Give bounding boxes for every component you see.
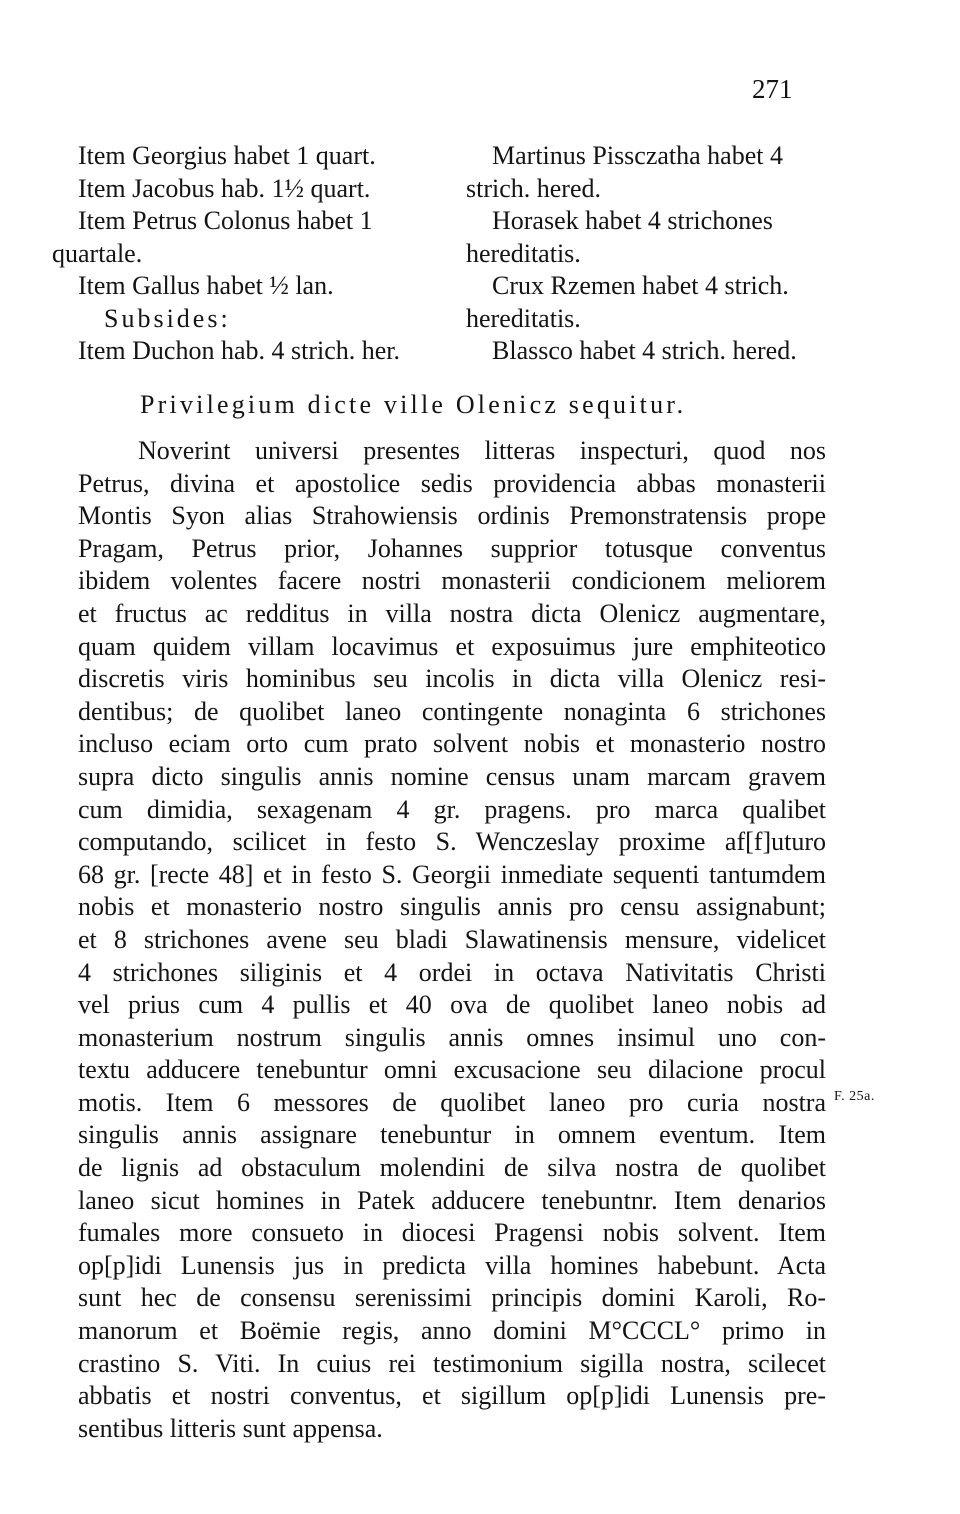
left-column-line: Item Petrus Colonus habet 1 [78, 206, 373, 235]
body-line: abbatis et nostri conventus, et sigillum op[p]idi Lunensis pre- [78, 1381, 826, 1411]
left-column-line: Item Georgius habet 1 quart. [78, 141, 376, 170]
body-line: Pragam, Petrus prior, Johannes supprior totusque conventus [78, 533, 826, 563]
right-column-line: Martinus Pissczatha habet 4 [492, 141, 783, 170]
left-column-subheading: Subsides: [104, 303, 231, 333]
body-line: sunt hec de consensu serenissimi principis domini Karoli, Ro- [78, 1283, 826, 1313]
body-line: singulis annis assignare tenebuntur in omnem eventum. Item [78, 1120, 826, 1150]
body-line: discretis viris hominibus seu incolis in dicta villa Olenicz resi- [78, 664, 826, 694]
left-column-line: Item Jacobus hab. 1½ quart. [78, 173, 371, 203]
body-line: 4 strichones siliginis et 4 ordei in octava Nativitatis Christi [78, 957, 826, 987]
right-column-line: strich. hered. [466, 173, 602, 203]
right-column-line: hereditatis. [466, 238, 581, 268]
body-line: sentibus litteris sunt appensa. [78, 1413, 383, 1443]
body-line: Montis Syon alias Strahowiensis ordinis Premonstratensis prope [78, 501, 826, 531]
body-line: supra dicto singulis annis nomine census unam marcam gravem [78, 761, 826, 791]
body-line: manorum et Boëmie regis, anno domini M°CCCL° primo in [78, 1316, 826, 1346]
right-column [466, 140, 832, 368]
body-line: de lignis ad obstaculum molendini de silva nostra de quolibet [78, 1153, 826, 1183]
left-column-line: Item Duchon hab. 4 strich. her. [78, 336, 401, 365]
section-heading: Privilegium dicte ville Olenicz sequitur. [140, 390, 687, 419]
body-line: incluso eciam orto cum prato solvent nobis et monasterio nostro [78, 729, 826, 759]
body-line: nobis et monasterio nostro singulis annis pro censu assignabunt; [78, 892, 826, 922]
body-line: dentibus; de quolibet laneo contingente nonaginta 6 strichones [78, 696, 826, 726]
body-line: fumales more consueto in diocesi Pragensi nobis solvent. Item [78, 1218, 826, 1248]
body-line: vel prius cum 4 pullis et 40 ova de quolibet laneo nobis ad [78, 990, 826, 1020]
body-line: op[p]idi Lunensis jus in predicta villa homines habebunt. Acta [78, 1250, 826, 1280]
folio-margin-note: F. 25a. [834, 1089, 875, 1104]
body-line: 68 gr. [recte 48] et in festo S. Georgii inmediate sequenti tantumdem [78, 859, 826, 889]
body-line: crastino S. Viti. In cuius rei testimonium sigilla nostra, scilecet [78, 1348, 826, 1378]
body-line: ibidem volentes facere nostri monasterii condicionem meliorem [78, 566, 826, 596]
body-line: et 8 strichones avene seu bladi Slawatinensis mensure, videlicet [78, 924, 826, 954]
right-column-line: Crux Rzemen habet 4 strich. [492, 271, 789, 300]
right-column-line: Blassco habet 4 strich. hered. [492, 336, 797, 365]
left-column [52, 140, 450, 368]
body-line: et fructus ac redditus in villa nostra dicta Olenicz augmentare, [78, 598, 826, 628]
body-line: monasterium nostrum singulis annis omnes insimul uno con- [78, 1022, 826, 1052]
body-line: textu adducere tenebuntur omni excusacione seu dilacione procul [78, 1055, 826, 1085]
right-column-line: hereditatis. [466, 303, 581, 333]
body-line: motis. Item 6 messores de quolibet laneo pro curia nostra [78, 1087, 826, 1117]
body-line: cum dimidia, sexagenam 4 gr. pragens. pro marca qualibet [78, 794, 826, 824]
body-line: laneo sicut homines in Patek adducere tenebuntnr. Item denarios [78, 1185, 826, 1215]
body-line: quam quidem villam locavimus et exposuimus jure emphiteotico [78, 631, 826, 661]
page-number: 271 [752, 74, 793, 104]
body-line: Noverint universi presentes litteras inspecturi, quod nos [138, 436, 826, 465]
right-column-line: Horasek habet 4 strichones [492, 206, 773, 235]
body-line: computando, scilicet in festo S. Wenczeslay proxime af[f]uturo [78, 827, 826, 857]
left-column-line: quartale. [52, 238, 143, 268]
charter-text [78, 435, 826, 1445]
left-column-line: Item Gallus habet ½ lan. [78, 271, 334, 300]
body-line: Petrus, divina et apostolice sedis providencia abbas monasterii [78, 468, 826, 498]
